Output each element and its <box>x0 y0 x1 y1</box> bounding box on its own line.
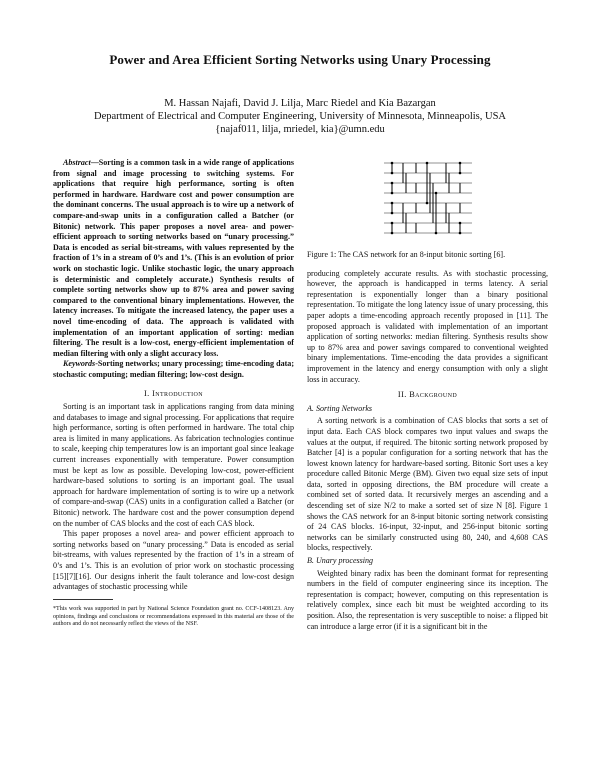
figure-cas-network <box>307 158 548 250</box>
footnote-divider <box>53 599 113 600</box>
abstract-text: —Sorting is a common task in a wide range of applications from signal and image processing to switching systems. For applications that require high performance, sorting is often performed in hardware. Hardware cost and power consumption are the dominant concerns. The usual approach is to wire up a network of compare-and-swap units in a configuration called a Batcher (or Bitonic) network. This paper proposes a novel area- and power-efficient approach to sorting networks based on “unary processing.” Data is encoded as serial bit-streams, with values represented by the fraction of 1’s in a stream of 0’s and 1’s. (This is an evolution of prior work on stochastic logic. Unlike stochastic logic, the unary approach is deterministic and completely accurate.) Synthesis results of complete sorting networks show up to 87% area and power saving compared to the conventional binary implementations. However, the latency increases. To mitigate the increased latency, the paper uses a novel time-encoding of data. The approach is validated with implementation of an important application of sorting: median filtering. The result is a low-cost, energy-efficient implementation of median filtering with only a slight accuracy loss. <box>53 158 294 358</box>
section-heading-background: II. Background <box>397 390 458 400</box>
right-column <box>307 158 548 632</box>
abstract-label: Abstract <box>63 158 91 167</box>
sorting-networks-paragraph: A sorting network is a combination of CAS blocks that sorts a set of input data. Each CAS block compares two input values and swaps the values at the output, if required. The bitonic sorting network proposed by Batcher [4] is a popular configuration for a sorting network that has the lowest known latency for hardware-based sorting. Bitonic Sort uses a key procedure called Bitonic Merge (BM). Given two equal size sets of input data, sorted in opposing directions, the BM procedure will create a combined set of sorted data. It recursively merges an ascending and a descending set of size N/2 to make a sorted set of size N [8]. Figure 1 shows the CAS network for an 8-input bitonic sorting network consisting of 24 CAS blocks. 16-input, 32-input, and 256-input bitonic sorting networks can be similarly constructed using 80, 240, and 4,608 CAS blocks, respectively. <box>307 416 548 553</box>
continued-paragraph: producing completely accurate results. As with stochastic processing, however, the approach is handicapped in terms latency. A serial representation is exponentially longer than a binary positional representation. To mitigate the long latency issue of unary processing, this paper adopts a time-encoding approach recently proposed in [11]. The proposed approach is validated with implementation of an important application of sorting networks: median filtering. Synthesis results show up to 87% area and power savings compared to conventional weighted binary implementations. Time-encoding the data provides a significant improvement in the latency and energy consumption with only a slight loss in accuracy. <box>307 268 548 384</box>
author-affiliation: Department of Electrical and Computer Engineering, University of Minnesota, Minneapolis, USA <box>93 111 507 122</box>
author-block <box>0 97 600 136</box>
subsection-heading-sorting-networks: A. Sorting Networks <box>307 403 373 413</box>
section-heading-introduction: I. Introduction <box>143 388 203 398</box>
left-column <box>53 158 294 635</box>
unary-processing-paragraph: Weighted binary radix has been the dominant format for representing numbers in the field of computer engineering since its inception. The representation is compact; however, computing on this representation is relatively complex, since each bit must be weighted according to its position. Also, the representation is very susceptible to noise: a flipped bit can introduce a large error (if it is a significant bit in the <box>307 568 548 631</box>
keywords-text: -Sorting networks; unary processing; time-encoding data; stochastic computing; median filtering; low-cost design. <box>53 359 294 379</box>
intro-paragraph-1: Sorting is an important task in applications ranging from data mining and databases to image and signal processing. For applications that require high performance, sorting is often performed in hardware. The total chip area is limited in many applications. As fabrication technologies continue to scale, keeping chip temperatures low is an important goal since leakage current increases exponentially with temperature. Power consumption must be kept as low as possible. Developing low-cost, power-efficient hardware-based solutions to sorting is an important goal. The usual approach for hardware implementation of sorting is to wire up a network of compare-and-swap (CAS) units in a configuration called a Batcher (or Bitonic) network. The hardware cost and the power consumption depend on the number of CAS blocks and the cost of each CAS block. <box>53 402 294 528</box>
paper-title: Power and Area Efficient Sorting Networks using Unary Processing <box>109 52 491 67</box>
author-email: {najaf011, lilja, mriedel, kia}@umn.edu <box>215 124 385 135</box>
footnote: *This work was supported in part by National Science Foundation grant no. CCF-1408123. Any opinions, findings and conclusions or recommendations expressed in this material are those of the authors and do not necessarily reflect the views of the NSF. <box>53 605 294 628</box>
intro-paragraph-2: This paper proposes a novel area- and power efficient approach to sorting networks based on “unary processing.” Data is encoded as serial bit-streams, with values represented by the fraction of 1’s in a stream of 0’s and 1’s. This is an evolution of prior work on stochastic processing [15][7][16]. Our designs inherit the fault tolerance and low-cost design advantages of stochastic processing while <box>53 529 294 592</box>
keywords-label: Keywords <box>63 359 96 369</box>
cas-network-diagram <box>382 158 474 244</box>
subsection-heading-unary-processing: B. Unary processing <box>307 556 374 566</box>
figure-caption: Figure 1: The CAS network for an 8-input bitonic sorting [6]. <box>307 250 506 259</box>
keywords <box>53 359 294 380</box>
author-names: M. Hassan Najafi, David J. Lilja, Marc Riedel and Kia Bazargan <box>164 98 436 109</box>
abstract <box>53 158 294 359</box>
